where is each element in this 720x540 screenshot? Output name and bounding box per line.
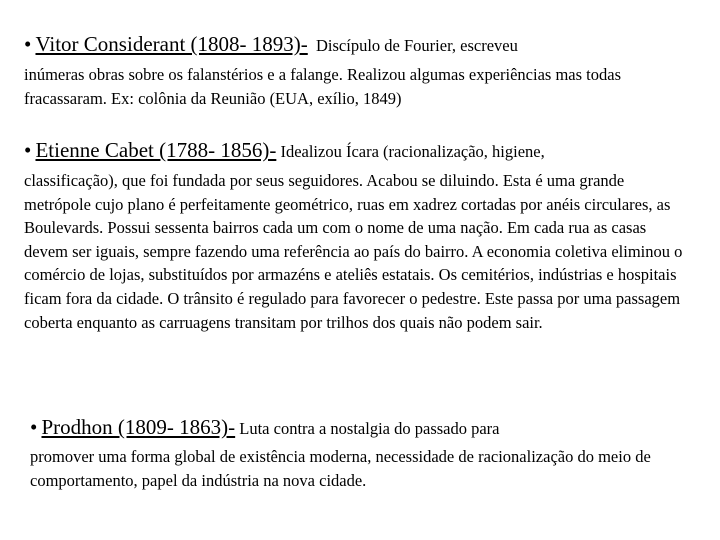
bullet: • xyxy=(24,32,32,56)
bullet: • xyxy=(30,415,38,439)
entry-lead-text: Idealizou Ícara (racionalização, higiene, xyxy=(276,142,545,161)
entry-heading-line xyxy=(24,139,684,169)
entry-vitor-considerant xyxy=(24,33,684,110)
entry-name: Vitor Considerant (1808- 1893)- xyxy=(35,32,308,56)
entry-name: Prodhon (1809- 1863)- xyxy=(41,415,236,439)
entry-etienne-cabet xyxy=(24,139,684,334)
entry-body-text: promover uma forma global de existência moderna, necessidade de racionalização do meio de comportamento, papel da indústria na nova cidade. xyxy=(30,447,651,490)
entry-prodhon xyxy=(30,416,690,492)
entry-name: Etienne Cabet (1788- 1856)- xyxy=(35,138,277,162)
entry-lead-text: Discípulo de Fourier, escreveu xyxy=(307,36,518,55)
entry-body-text: inúmeras obras sobre os falanstérios e a falange. Realizou algumas experiências mas todas fracassaram. Ex: colônia da Reunião (EUA, exílio, 1849) xyxy=(24,65,621,108)
entry-heading-line xyxy=(30,416,690,445)
entry-lead-text: Luta contra a nostalgia do passado para xyxy=(235,419,500,438)
entry-heading-line xyxy=(24,33,684,63)
bullet: • xyxy=(24,138,32,162)
entry-body-text: classificação), que foi fundada por seus seguidores. Acabou se diluindo. Esta é uma grande metrópole cujo plano é perfeitamente geométrico, ruas em xadrez cortadas por anéis circulares, as Boulevards. Possui sessenta bairros cada um com o nome de uma nação. Em cada rua as casas devem ser iguais, sempre fazendo uma referência ao país do bairro. A economia coletiva eliminou o comércio de lojas, substituídos por armazéns e ateliês estatais. Os cemitérios, indústrias e hospitais ficam fora da cidade. O trânsito é regulado para favorecer o pedestre. Este passa por uma passagem coberta enquanto as carruagens transitam por trilhos dos quais não podem sair. xyxy=(24,171,683,332)
